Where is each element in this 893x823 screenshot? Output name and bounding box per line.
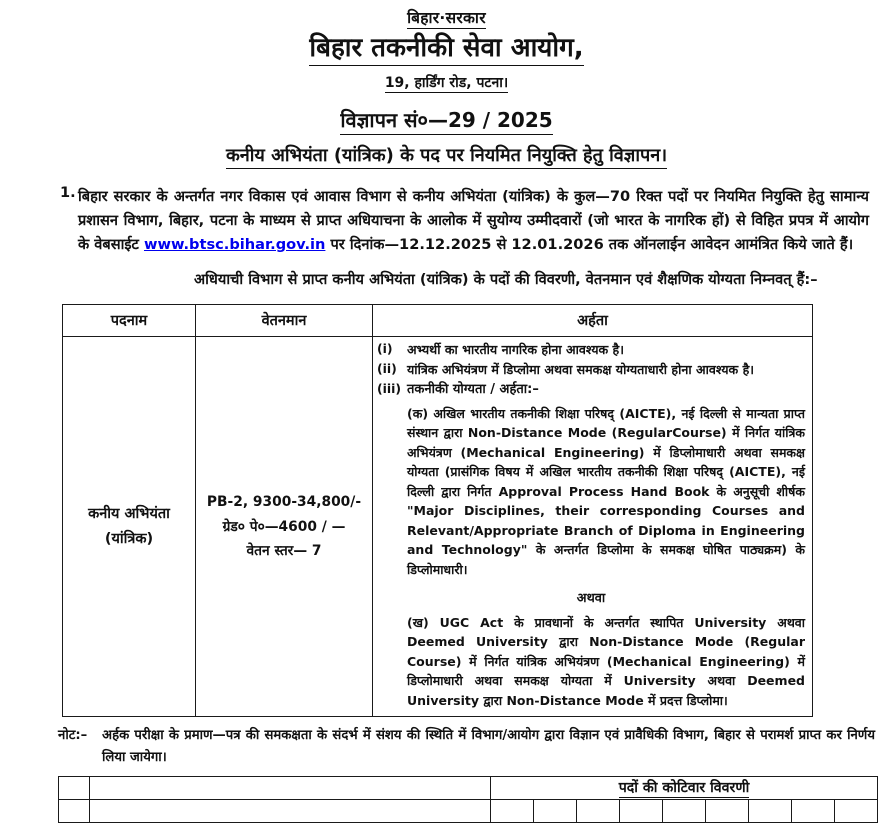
category-subcell-3 (491, 799, 534, 822)
note-section (0, 725, 893, 767)
eligibility-text-i: अभ्यर्थी का भारतीय नागरिक होना आवश्यक है। (407, 341, 625, 357)
document-header (0, 0, 893, 167)
category-subcell-4 (534, 799, 577, 822)
category-subcell-5 (577, 799, 620, 822)
advertisement-number: विज्ञापन सं०—29 / 2025 (0, 106, 893, 133)
pay-scale-line-3: वेतन स्तर— 7 (246, 542, 322, 559)
eligibility-sub-kha: (ख) UGC Act के प्रावधानों के अन्तर्गत स्थापित University अथवा Deemed University द्वारा Non-Distance Mode (Regular Course) में निर्गत यांत्रिक अभियंत्रण (Mechanical Engineering) में डिप्लोमाधारी अथवा समकक्ष योग्यता में University अथवा Deemed University द्वारा Non-Distance Mode में प्रदत्त डिप्लोमा। (407, 614, 805, 708)
category-table-title: पदों की कोटिवार विवरणी (491, 776, 878, 799)
intro-paragraph-2-text: अधियाची विभाग से प्राप्त कनीय अभियंता (यांत्रिक) के पदों की विवरणी, वेतनमान एवं शैक्षणिक योग्यता निम्नवत् हैं:– (194, 271, 818, 289)
intro-text-after-url: पर दिनांक—12.12.2025 से 12.01.2026 तक ऑनलाईन आवेदन आमंत्रित किये जाते हैं। (325, 235, 854, 253)
commission-name: बिहार तकनीकी सेवा आयोग, (0, 32, 893, 66)
intro-text-before-url: बिहार सरकार के अन्तर्गत नगर विकास एवं आवास विभाग से कनीय अभियंता (यांत्रिक) के कुल—70 रिक्त पदों पर नियमित नियुक्ति हेतु सामान्य प्रशासन विभाग, बिहार, पटना के माध्यम से प्राप्त अधियाचना के आलोक में सुयोग्य उम्मीदवारों (जो भारत के नागरिक हों) से विहित प्रपत्र में आयोग के वेबसाईट (78, 188, 869, 253)
advertisement-subtitle: कनीय अभियंता (यांत्रिक) के पद पर नियमित नियुक्ति हेतु विज्ञापन। (0, 143, 893, 167)
intro-section (0, 185, 893, 256)
post-name-line-1: कनीय अभियंता (88, 506, 170, 523)
category-subcell-1 (59, 799, 90, 822)
column-header-pay-scale: वेतनमान (196, 304, 373, 336)
category-cell-blank-1 (59, 776, 90, 799)
eligibility-item (377, 340, 805, 359)
eligibility-table (62, 304, 813, 717)
post-name-line-2: (यांत्रिक) (104, 530, 154, 547)
eligibility-item (377, 360, 805, 379)
intro-paragraph-2 (0, 268, 893, 292)
category-subcell-8 (706, 799, 749, 822)
pay-scale-line-2: ग्रेड० पे०—4600 / — (222, 518, 346, 535)
intro-number: 1. (60, 185, 76, 202)
eligibility-text-iii: तकनीकी योग्यता / अर्हता:– (407, 382, 539, 398)
category-subcell-10 (792, 799, 835, 822)
eligibility-or-label: अथवा (576, 591, 606, 607)
category-subcell-7 (663, 799, 706, 822)
category-table-title-row (59, 776, 878, 799)
eligibility-sub-ka: (क) अखिल भारतीय तकनीकी शिक्षा परिषद् (AICTE), नई दिल्ली से मान्यता प्राप्त संस्थान द्वारा Non-Distance Mode (RegularCourse) में निर्गत यांत्रिक अभियंत्रण (Mechanical Engineering) में डिप्लोमाधारी अथवा समकक्ष योग्यता (प्रासंगिक विषय में अखिल भारतीय तकनीकी शिक्षा परिषद् (AICTE), नई दिल्ली द्वारा निर्गत Approval Process Hand Book के अनुसूची शीर्षक "Major Disciplines, their corresponding Courses and Relevant/Appropriate Branch of Diploma in Engineering and Technology" के अन्तर्गत डिप्लोमा के समकक्ष घोषित पाठ्यक्रम) के डिप्लोमाधारी। (407, 405, 805, 577)
btsc-website-link[interactable]: www.btsc.bihar.gov.in (143, 235, 326, 253)
category-table-subheader-row (59, 799, 878, 822)
category-subcell-2 (90, 799, 491, 822)
category-subcell-9 (749, 799, 792, 822)
govt-name: बिहार·सरकार (407, 9, 486, 27)
column-header-eligibility: अर्हता (373, 304, 813, 336)
category-subcell-11 (835, 799, 878, 822)
eligibility-marker-i: (i) (377, 340, 393, 356)
note-label: नोट:– (58, 728, 88, 744)
category-wise-table (58, 776, 878, 823)
column-header-post-name: पदनाम (63, 304, 196, 336)
eligibility-text-ii: यांत्रिक अभियंत्रण में डिप्लोमा अथवा समकक्ष योग्यताधारी होना आवश्यक है। (407, 362, 755, 378)
cell-eligibility (373, 336, 813, 716)
table-header-row (63, 304, 813, 336)
eligibility-marker-iii: (iii) (377, 381, 402, 397)
eligibility-marker-ii: (ii) (377, 361, 397, 377)
category-subcell-6 (620, 799, 663, 822)
commission-address: 19, हार्डिंग रोड, पटना। (384, 75, 509, 92)
cell-post-name (63, 336, 196, 716)
pay-scale-line-1: PB-2, 9300-34,800/- (206, 494, 362, 511)
table-row (63, 336, 813, 716)
eligibility-item (377, 380, 805, 400)
cell-pay-scale (196, 336, 373, 716)
note-text: अर्हक परीक्षा के प्रमाण—पत्र की समकक्षता के संदर्भ में संशय की स्थिति में विभाग/आयोग द्वारा विज्ञान एवं प्रावैधिकी विभाग, बिहार से परामर्श प्राप्त कर निर्णय लिया जायेगा। (102, 728, 875, 765)
category-cell-blank-2 (90, 776, 491, 799)
intro-paragraph (78, 185, 869, 256)
